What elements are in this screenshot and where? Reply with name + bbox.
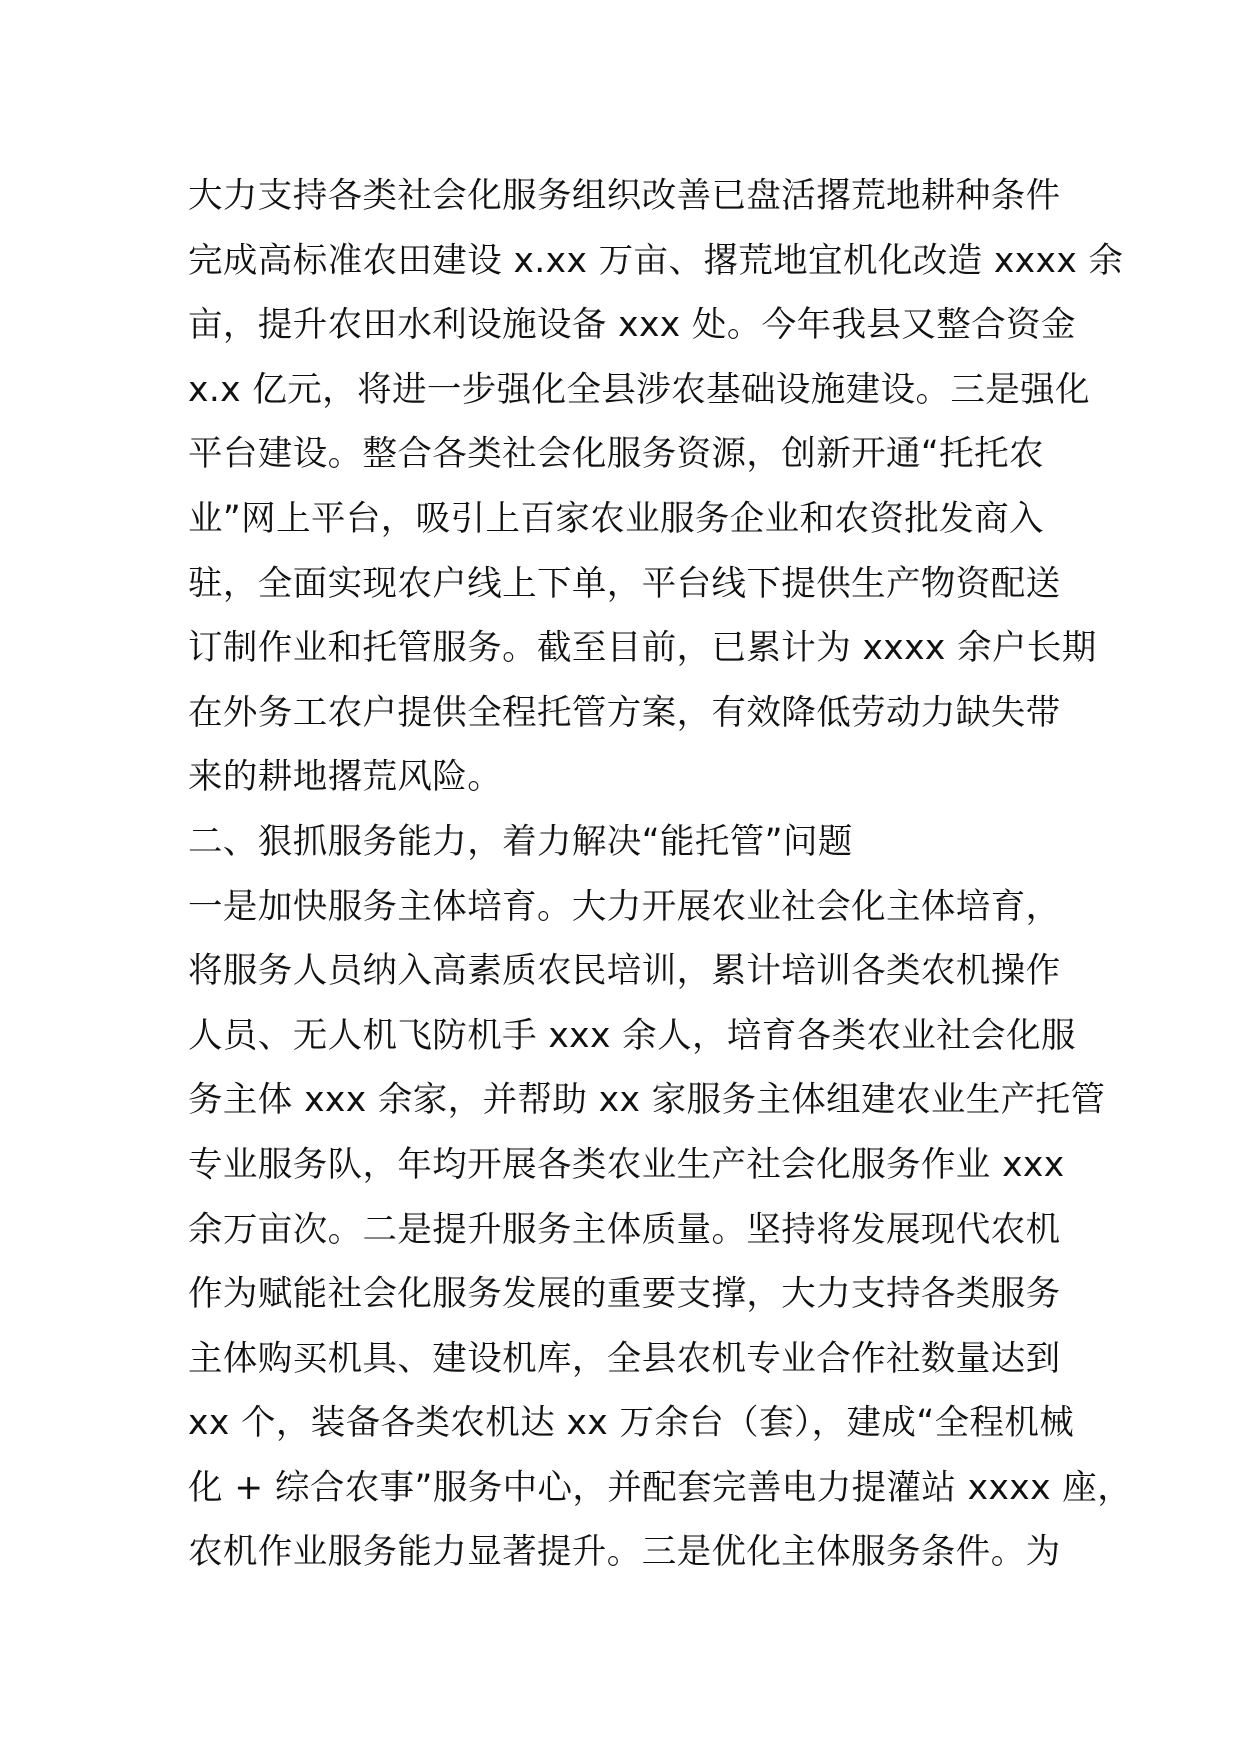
text-line: 亩，提升农田水利设施设备 xxx 处。今年我县又整合资金 xyxy=(188,305,1076,346)
text-line: 余万亩次。二是提升服务主体质量。坚持将发展现代农机 xyxy=(188,1209,1061,1250)
text-line: 驻，全面实现农户线上下单，平台线下提供生产物资配送 xyxy=(188,563,1061,604)
text-line: 订制作业和托管服务。截至目前，已累计为 xxxx 余户长期 xyxy=(188,628,1097,669)
text-line: 完成高标准农田建设 x.xx 万亩、撂荒地宜机化改造 xxxx 余 xyxy=(188,240,1124,281)
text-line: 化 + 综合农事”服务中心，并配套完善电力提灌站 xxxx 座， xyxy=(188,1467,1133,1508)
text-line: 来的耕地撂荒风险。 xyxy=(188,757,503,798)
text-line: 将服务人员纳入高素质农民培训，累计培训各类农机操作 xyxy=(188,951,1061,992)
text-line: x.x 亿元，将进一步强化全县涉农基础设施建设。三是强化 xyxy=(188,369,1090,410)
text-line: 主体购买机具、建设机库，全县农机专业合作社数量达到 xyxy=(188,1338,1061,1379)
text-line: 农机作业服务能力显著提升。三是优化主体服务条件。为 xyxy=(188,1532,1061,1573)
text-line: 大力支持各类社会化服务组织改善已盘活撂荒地耕种条件 xyxy=(188,176,1061,216)
document-body xyxy=(188,164,1133,1585)
text-line: 专业服务队，年均开展各类农业生产社会化服务作业 xxx xyxy=(188,1144,1065,1185)
text-line: 在外务工农户提供全程托管方案，有效降低劳动力缺失带 xyxy=(188,692,1061,733)
text-line: xx 个，装备各类农机达 xx 万余台（套），建成“全程机械 xyxy=(188,1403,1075,1444)
text-line: 平台建设。整合各类社会化服务资源，创新开通“托托农 xyxy=(188,434,1044,475)
text-line: 一是加快服务主体培育。大力开展农业社会化主体培育， xyxy=(188,886,1061,927)
text-line: 人员、无人机飞防机手 xxx 余人，培育各类农业社会化服 xyxy=(188,1015,1076,1056)
section-heading: 二、狠抓服务能力，着力解决“能托管”问题 xyxy=(188,821,853,862)
text-line: 务主体 xxx 余家，并帮助 xx 家服务主体组建农业生产托管 xyxy=(188,1080,1106,1121)
text-line: 作为赋能社会化服务发展的重要支撑，大力支持各类服务 xyxy=(188,1274,1061,1315)
text-line: 业”网上平台，吸引上百家农业服务企业和农资批发商入 xyxy=(188,498,1044,539)
